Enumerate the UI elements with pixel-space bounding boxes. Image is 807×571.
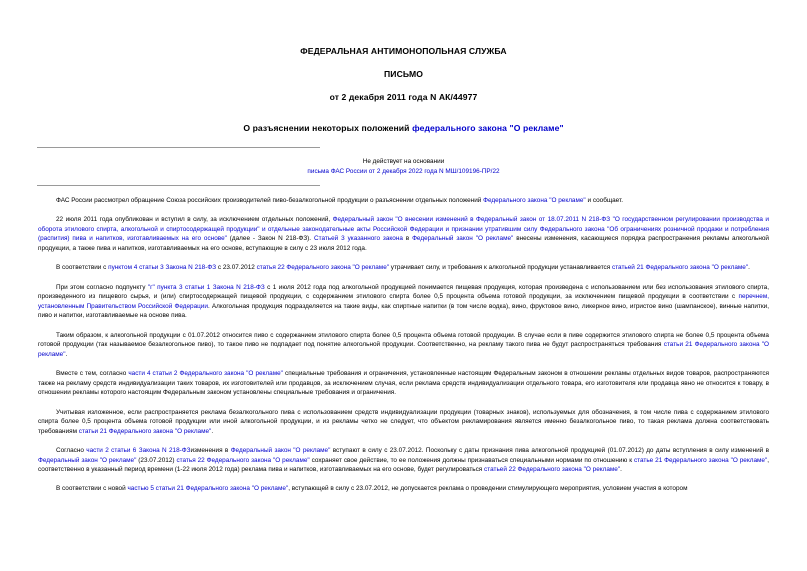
paragraph-text: При этом согласно подпункту xyxy=(56,283,148,291)
paragraph-text: сохраняет свое действие, то ее положения должны признаваться специальными нормами по отношению к xyxy=(309,456,634,464)
paragraph xyxy=(38,215,769,253)
paragraph xyxy=(38,263,769,273)
law-reference-link[interactable]: статьей 21 Федерального закона "О рекламе" xyxy=(612,264,749,272)
paragraph-text: Согласно xyxy=(56,446,87,454)
paragraph-text: с 23.07.2012 xyxy=(216,264,257,272)
status-note xyxy=(200,157,607,177)
law-reference-link[interactable]: статьей 22 Федерального закона "О рекламе" xyxy=(484,466,621,474)
paragraph-text: утрачивает силу, и требования к алкогольной продукции устанавливается xyxy=(389,264,612,272)
document-date-number: от 2 декабря 2011 года N АК/44977 xyxy=(329,92,478,102)
law-reference-link[interactable]: статьи 21 Федерального закона "О рекламе" xyxy=(38,341,770,358)
document-subject xyxy=(0,123,807,133)
paragraph-text: в xyxy=(402,235,413,243)
separator-bottom xyxy=(37,185,320,186)
paragraph-text: ФАС России рассмотрел обращение Союза российских производителей пиво-безалкогольной продукции о разъяснении отдельных положений xyxy=(56,197,484,204)
paragraph-text: (23.07.2012) xyxy=(136,456,177,464)
status-note-text: Не действует на основании xyxy=(362,158,445,165)
law-reference-link[interactable]: "г" пункта 3 статьи 1 Закона N 218-ФЗ xyxy=(147,283,265,291)
subject-prefix: О разъяснении некоторых положений xyxy=(243,123,413,133)
law-reference-link[interactable]: пунктом 4 статьи 3 Закона N 218-ФЗ xyxy=(108,264,217,272)
law-reference-link[interactable]: Федерального закона "О рекламе" xyxy=(483,197,586,204)
paragraph-text: . xyxy=(748,264,750,272)
subject-law-link[interactable]: федерального закона "О рекламе" xyxy=(412,123,564,133)
document-type: ПИСЬМО xyxy=(384,69,423,79)
status-note-link[interactable]: письма ФАС России от 2 декабря 2022 года N МШ/109196-ПР/22 xyxy=(307,167,500,175)
letter-body xyxy=(38,196,769,504)
law-reference-link[interactable]: Статьей 3 указанного закона xyxy=(313,235,403,243)
paragraph-text: внесены изменения, касающиеся порядка распространения рекламы алкогольной продукции, а также пива и напитков, изготавливаемых на его основе, вступающие в силу с 23 июля 2012 года. xyxy=(38,235,769,252)
paragraph-text: Учитывая изложенное, если распространяется реклама безалкогольного пива с использованием средств индивидуализации продукции (товарных знаков), используемых для обозначения, в том числе пива с содержанием этилового спирта более 0,5 процента объема готовой продукции или иной алкогольной продукции, и из рекламы четко не следует, что объектом рекламирования является именно безалкогольное пиво, то такая реклама должна соответствовать требованиям xyxy=(38,408,769,435)
paragraph-text: В соответствии с новой xyxy=(56,485,128,493)
paragraph-text: специальные требования и ограничения, установленные настоящим Федеральным законом в отношении рекламы отдельных видов товаров, распространяются также на рекламу средств индивидуализации таких товаров, их изготовителей или продавцов, за исключением случая, если реклама средств индивидуализации отдельного товара, его изготовителя или продавца явно не относится к товару, в отношении рекламы которого настоящим Федеральным законом установлены специальные требования и ограничения. xyxy=(38,370,769,397)
paragraph xyxy=(38,369,769,398)
paragraph xyxy=(38,283,769,321)
law-reference-link[interactable]: статья 22 Федерального закона "О рекламе" xyxy=(256,264,390,272)
paragraph-text: . xyxy=(65,350,68,358)
separator-top xyxy=(37,147,320,148)
paragraph xyxy=(38,446,769,475)
agency-title: ФЕДЕРАЛЬНАЯ АНТИМОНОПОЛЬНАЯ СЛУЖБА xyxy=(300,46,507,56)
paragraph-text: , соответственно в указанный период времени (1-22 июля 2012 года) реклама пива и напитков, изготавливаемых на его основе, будет регулироваться xyxy=(38,456,769,474)
paragraph-text: изменения в xyxy=(190,446,231,454)
paragraph-text: . xyxy=(211,427,214,435)
paragraph-text: В соответствии с xyxy=(56,264,109,272)
paragraph-text: , вступающей в силу с 23.07.2012, не допускается реклама о проведении стимулирующего мероприятия, условием участия в котором xyxy=(288,485,688,493)
paragraph xyxy=(38,484,769,494)
law-reference-link[interactable]: Федеральный закон "О рекламе" xyxy=(412,235,514,243)
law-reference-link[interactable]: перечнем, установленным Правительством Российской Федерации xyxy=(38,293,769,310)
paragraph-text: и сообщает. xyxy=(585,197,624,204)
paragraph-text: 22 июля 2011 года опубликован и вступил в силу, за исключением отдельных положений, xyxy=(56,216,333,224)
paragraph xyxy=(38,408,769,437)
law-reference-link[interactable]: Федеральный закон "О внесении изменений в Федеральный закон от 18.07.2011 N 218-ФЗ "О государственном регулировании производства и оборота этилового спирта, алкогольной и спиртосодержащей продукции" и отдельные законодательные акты Российской Федерации и признании утратившим силу Федерального закона "Об ограничениях розничной продажи и потребления (распития) пива и напитков, изготавливаемых на его основе" xyxy=(38,216,769,243)
law-reference-link[interactable]: части 4 статьи 2 Федерального закона "О рекламе" xyxy=(128,370,283,378)
law-reference-link[interactable]: статье 21 Федерального закона "О рекламе" xyxy=(633,456,768,464)
law-reference-link[interactable]: Федеральный закон "О рекламе" xyxy=(230,446,331,454)
paragraph-text: (далее - Закон N 218-ФЗ). xyxy=(226,235,314,243)
paragraph-text: Таким образом, к алкогольной продукции с 01.07.2012 относится пиво с содержанием этилового спирта более 0,5 процента объема готовой продукции. В случае если в пиве содержится этилового спирта не более 0,5 процента объема готовой продукции (так называемое безалкогольное пиво), то такое пиво не подпадает под понятие алкогольной продукции. Соответственно, на рекламу такого пива не будут распространяться требования xyxy=(38,331,769,349)
paragraph-text: . Алкогольная продукция подразделяется на такие виды, как спиртные напитки (в том числе водка), вино, фруктовое вино, ликерное вино, игристое вино (шампанское), винные напитки, пиво и напитки, изготавливаемые на основе пива. xyxy=(38,302,769,320)
paragraph-text: вступают в силу с 23.07.2012. Поскольку с даты признания пива алкогольной продукцией (01.07.2012) до даты вступления в силу изменений в xyxy=(330,446,769,454)
law-reference-link[interactable]: части 2 статьи 6 Закона N 218-ФЗ xyxy=(86,446,191,454)
law-reference-link[interactable]: статья 22 Федерального закона "О рекламе" xyxy=(176,456,310,464)
law-reference-link[interactable]: Федеральный закон "О рекламе" xyxy=(38,456,137,464)
law-reference-link[interactable]: статьи 21 Федерального закона "О рекламе" xyxy=(78,427,212,435)
paragraph xyxy=(38,331,769,360)
paragraph-text: . xyxy=(620,466,622,474)
paragraph xyxy=(38,196,769,206)
paragraph-text: с 1 июля 2012 года под алкогольной продукцией понимается пищевая продукция, которая произведена с использованием или без использования этилового спирта, произведенного из пищевого сырья, и (или) спиртосодержащей пищевой продукции, с содержанием этилового спирта более 0,5 процента объема готовой продукции, за исключением пищевой продукции в соответствии с xyxy=(38,283,770,301)
paragraph-text: Вместе с тем, согласно xyxy=(56,370,129,378)
law-reference-link[interactable]: частью 5 статьи 21 Федерального закона "О рекламе" xyxy=(127,485,289,493)
